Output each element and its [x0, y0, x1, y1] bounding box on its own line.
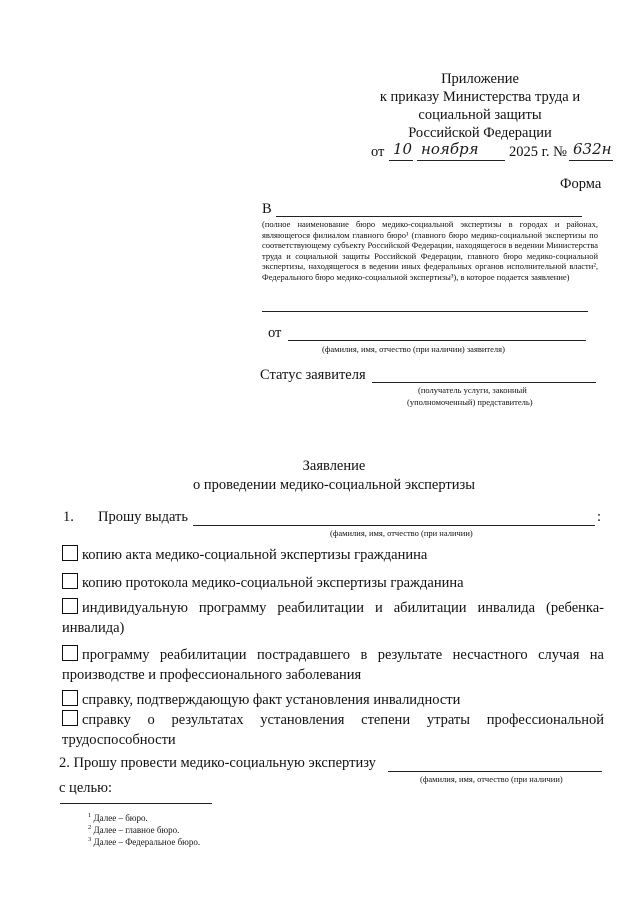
document-subtitle: о проведении медико-социальной экспертизы: [193, 477, 475, 493]
footnote-text: Далее – главное бюро.: [93, 825, 180, 835]
order-date-row: [371, 140, 631, 164]
ministry-line: социальной защиты: [418, 107, 542, 123]
option-label: программу реабилитации пострадавшего в результате несчастного случая на производстве и профессионального заболевания: [62, 647, 604, 683]
option-label: справку о результатах установления степени утраты профессиональной трудоспособности: [62, 712, 604, 748]
item2-label: 2. Прошу провести медико-социальную экспертизу: [59, 755, 376, 771]
item1-label: Прошу выдать: [98, 509, 188, 525]
option-label: справку, подтверждающую факт установления инвалидности: [82, 692, 461, 708]
date-day: 10: [393, 140, 413, 158]
item2-purpose: с целью:: [59, 780, 112, 796]
federation-line: Российской Федерации: [408, 125, 552, 141]
checkbox[interactable]: [62, 573, 78, 589]
checkbox[interactable]: [62, 710, 78, 726]
option-label: копию протокола медико-социальной экспертизы гражданина: [82, 575, 464, 591]
from-prefix: от: [268, 325, 282, 341]
order-line: к приказу Министерства труда и: [379, 89, 581, 105]
item2-name-field[interactable]: [388, 771, 602, 772]
option-label: копию акта медико-социальной экспертизы гражданина: [82, 547, 428, 563]
to-prefix: В: [262, 201, 272, 217]
item1-name-note: (фамилия, имя, отчество (при наличии): [330, 528, 473, 538]
option-prp[interactable]: [62, 645, 604, 685]
item1-name-field[interactable]: [193, 525, 595, 526]
footnote-3: [88, 834, 200, 848]
option-act-copy[interactable]: [62, 545, 607, 564]
status-label: Статус заявителя: [260, 367, 366, 383]
status-note-2: (уполномоченный) представитель): [407, 397, 533, 407]
item2-name-note: (фамилия, имя, отчество (при наличии): [420, 774, 563, 784]
to-field[interactable]: [276, 216, 582, 217]
document-title: Заявление: [302, 458, 366, 474]
date-year: 2025 г. №: [509, 144, 568, 160]
item1-number: 1.: [63, 509, 74, 525]
option-disability-certificate[interactable]: [62, 690, 607, 709]
footnote-text: Далее – Федеральное бюро.: [93, 837, 201, 847]
date-month: ноября: [421, 140, 479, 158]
status-field[interactable]: [372, 382, 596, 383]
checkbox[interactable]: [62, 690, 78, 706]
appendix-title: Приложение: [441, 71, 519, 87]
option-ipra[interactable]: [62, 598, 604, 638]
footnote-number: 2: [88, 824, 92, 831]
order-number: 632н: [573, 140, 612, 158]
from-field[interactable]: [288, 340, 586, 341]
footnote-number: 1: [88, 812, 92, 819]
checkbox[interactable]: [62, 545, 78, 561]
option-label: индивидуальную программу реабилитации и абилитации инвалида (ребенка-инвалида): [62, 600, 604, 636]
from-field-note: (фамилия, имя, отчество (при наличии) заявителя): [322, 344, 505, 354]
checkbox[interactable]: [62, 645, 78, 661]
footnote-separator: [60, 803, 212, 804]
option-work-capacity-certificate[interactable]: [62, 710, 604, 750]
date-prefix: от: [371, 144, 385, 160]
to-field-note: (полное наименование бюро медико-социальной экспертизы в городах и районах, являющегося филиалом главного бюро¹ (главного бюро медико-социальной экспертизы по соответствующему субъекту Российской Федерации, находящегося в ведении Министерства труда и социальной защиты Российской Федерации, главного бюро медико-социальной экспертизы, находящегося в ведении иных федеральных органов исполнительной власти², Федерального бюро медико-социальной экспертизы³), в которое подается заявление): [262, 219, 598, 282]
to-field-line2[interactable]: [262, 311, 588, 312]
checkbox[interactable]: [62, 598, 78, 614]
form-label: Форма: [560, 176, 602, 192]
option-protocol-copy[interactable]: [62, 573, 607, 592]
footnote-number: 3: [88, 836, 92, 843]
footnote-text: Далее – бюро.: [93, 813, 148, 823]
status-note-1: (получатель услуги, законный: [418, 385, 527, 395]
item1-colon: :: [597, 509, 602, 525]
